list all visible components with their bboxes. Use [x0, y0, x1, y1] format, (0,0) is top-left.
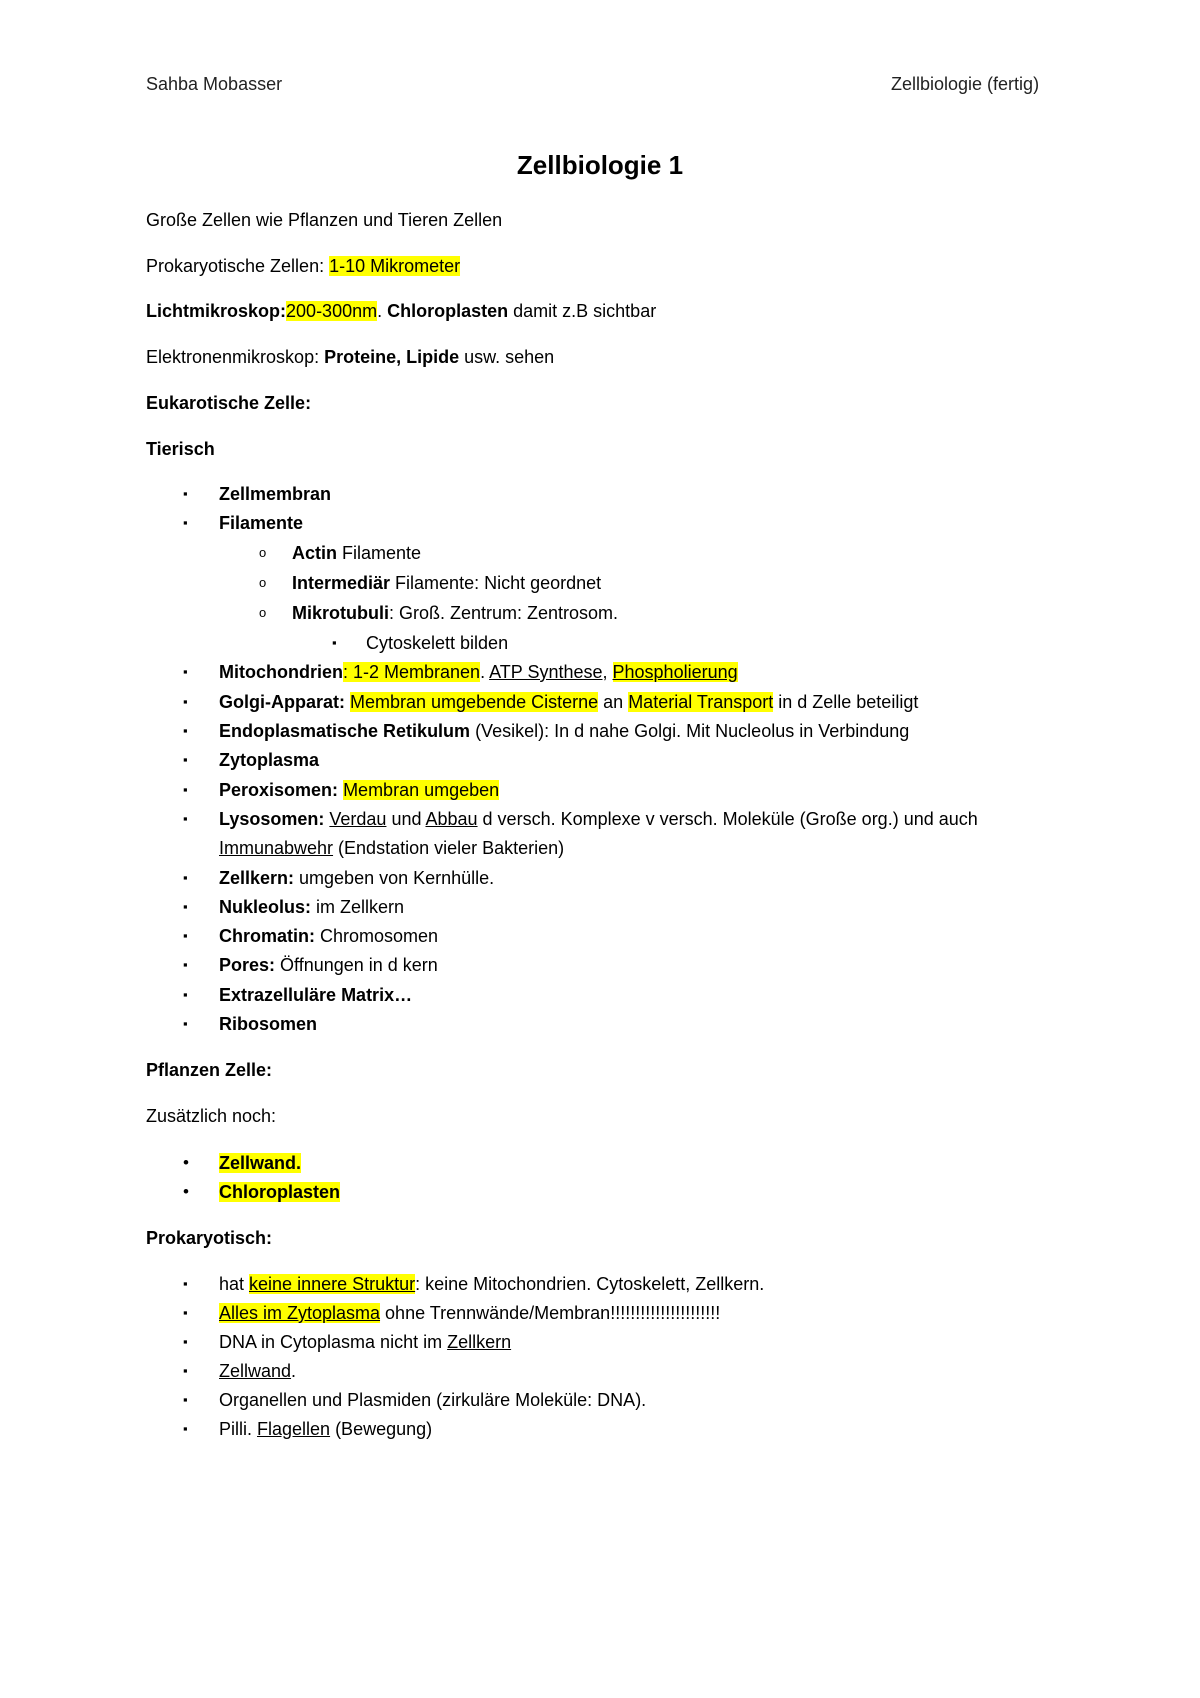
- bullet-icon: •: [183, 1153, 189, 1172]
- list-item-prok-zellwand: Zellwand.: [219, 1361, 297, 1381]
- heading-eukaryotic: Eukarotische Zelle:: [146, 393, 312, 413]
- paragraph-large-cells: Große Zellen wie Pflanzen und Tieren Zellen: [146, 210, 503, 230]
- page-header-doc-title: Zellbiologie (fertig): [891, 74, 1040, 94]
- list-item-zellkern: Zellkern: umgeben von Kernhülle.: [219, 868, 495, 888]
- page-header-author: Sahba Mobasser: [146, 74, 283, 94]
- bullet-icon: ▪: [183, 1421, 188, 1436]
- bullet-icon: ▪: [183, 870, 188, 885]
- list-item-ribosomen: Ribosomen: [219, 1014, 318, 1034]
- circle-bullet-icon: o: [259, 545, 267, 560]
- list-item-prok-structure: hat keine innere Struktur: keine Mitochondrien. Cytoskelett, Zellkern.: [219, 1274, 765, 1294]
- heading-prokaryotic: Prokaryotisch:: [146, 1228, 273, 1248]
- list-item-cytoskelett: Cytoskelett bilden: [366, 633, 509, 653]
- paragraph-additionally: Zusätzlich noch:: [146, 1106, 277, 1126]
- paragraph-prokaryotic-size: Prokaryotische Zellen: 1-10 Mikrometer: [146, 256, 461, 276]
- list-item-golgi: Golgi-Apparat: Membran umgebende Cisterne an Material Transport in d Zelle beteiligt: [219, 692, 919, 712]
- bullet-icon: ▪: [183, 1392, 188, 1407]
- bullet-icon: ▪: [332, 635, 337, 650]
- paragraph-electron-microscope: Elektronenmikroskop: Proteine, Lipide usw. sehen: [146, 347, 555, 367]
- list-item-mikrotubuli: Mikrotubuli: Groß. Zentrum: Zentrosom.: [292, 603, 619, 623]
- bullet-icon: ▪: [183, 957, 188, 972]
- bullet-icon: ▪: [183, 928, 188, 943]
- list-item-mitochondrien: Mitochondrien: 1-2 Membranen. ATP Synthese, Phospholierung: [219, 662, 738, 682]
- heading-plant-cell: Pflanzen Zelle:: [146, 1060, 273, 1080]
- bullet-icon: ▪: [183, 486, 188, 501]
- list-item-pores: Pores: Öffnungen in d kern: [219, 955, 438, 975]
- circle-bullet-icon: o: [259, 575, 267, 590]
- bullet-icon: ▪: [183, 664, 188, 679]
- circle-bullet-icon: o: [259, 605, 267, 620]
- list-item-prok-pilli: Pilli. Flagellen (Bewegung): [219, 1419, 433, 1439]
- list-item-zytoplasma: Zytoplasma: [219, 750, 320, 770]
- bullet-icon: ▪: [183, 811, 188, 826]
- list-item-matrix: Extrazelluläre Matrix…: [219, 985, 413, 1005]
- bullet-icon: ▪: [183, 1016, 188, 1031]
- bullet-icon: •: [183, 1182, 189, 1201]
- list-item-prok-organellen: Organellen und Plasmiden (zirkuläre Moleküle: DNA).: [219, 1390, 647, 1410]
- bullet-icon: ▪: [183, 1334, 188, 1349]
- heading-animal: Tierisch: [146, 439, 215, 459]
- list-item-prok-dna: DNA in Cytoplasma nicht im Zellkern: [219, 1332, 512, 1352]
- bullet-icon: ▪: [183, 1276, 188, 1291]
- bullet-icon: ▪: [183, 694, 188, 709]
- document-title: Zellbiologie 1: [516, 150, 684, 180]
- list-item-er: Endoplasmatische Retikulum (Vesikel): In d nahe Golgi. Mit Nucleolus in Verbindung: [219, 721, 910, 741]
- list-item-lysosomen: Lysosomen: Verdau und Abbau d versch. Komplexe v versch. Moleküle (Große org.) und auch: [219, 809, 978, 829]
- list-item-intermediaer: Intermediär Filamente: Nicht geordnet: [292, 573, 602, 593]
- list-item-lysosomen-cont: Immunabwehr (Endstation vieler Bakterien): [219, 838, 565, 858]
- list-item-pfl-zellwand: Zellwand.: [219, 1153, 302, 1173]
- bullet-icon: ▪: [183, 782, 188, 797]
- list-item-peroxisomen: Peroxisomen: Membran umgeben: [219, 780, 500, 800]
- list-item-filamente: Filamente: [219, 513, 304, 533]
- bullet-icon: ▪: [183, 1305, 188, 1320]
- list-item-nukleolus: Nukleolus: im Zellkern: [219, 897, 405, 917]
- list-item-actin: Actin Filamente: [292, 543, 422, 563]
- list-item-pfl-chloroplasten: Chloroplasten: [219, 1182, 341, 1202]
- bullet-icon: ▪: [183, 987, 188, 1002]
- bullet-icon: ▪: [183, 752, 188, 767]
- bullet-icon: ▪: [183, 899, 188, 914]
- bullet-icon: ▪: [183, 723, 188, 738]
- bullet-icon: ▪: [183, 1363, 188, 1378]
- list-item-zellmembran: Zellmembran: [219, 484, 332, 504]
- paragraph-light-microscope: Lichtmikroskop:200-300nm. Chloroplasten damit z.B sichtbar: [146, 301, 657, 321]
- list-item-chromatin: Chromatin: Chromosomen: [219, 926, 439, 946]
- list-item-prok-zytoplasma: Alles im Zytoplasma ohne Trennwände/Membran!!!!!!!!!!!!!!!!!!!!!!: [219, 1303, 721, 1323]
- bullet-icon: ▪: [183, 515, 188, 530]
